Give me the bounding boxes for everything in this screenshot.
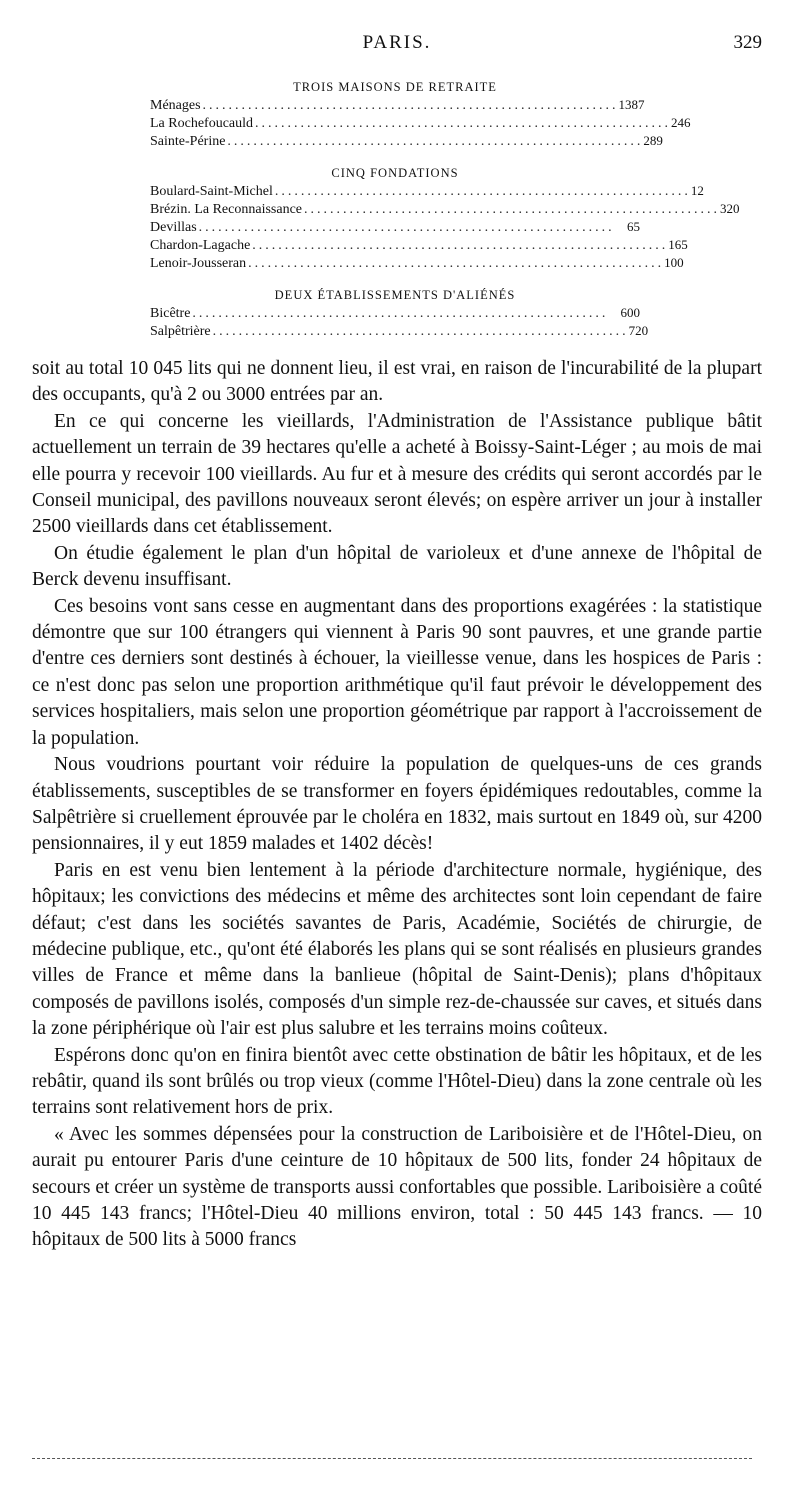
body-text xyxy=(32,356,762,1254)
row-label: La Rochefoucauld xyxy=(150,116,254,131)
table-row xyxy=(150,182,704,200)
paragraph: On étudie également le plan d'un hôpital de varioleux et d'une annexe de l'hôpital de Berck devenu insuffisant. xyxy=(32,542,762,591)
table-row xyxy=(150,114,691,132)
table-row xyxy=(150,132,663,150)
row-value: 289 xyxy=(643,133,663,148)
row-label: Salpêtrière xyxy=(150,324,211,339)
table-row xyxy=(150,254,684,272)
page-title: PARIS. xyxy=(362,32,432,53)
leader-dots: ................................................................ xyxy=(274,184,691,199)
table-row xyxy=(150,304,640,322)
table-row xyxy=(150,322,649,340)
row-value: 600 xyxy=(620,305,640,320)
row-value: 165 xyxy=(668,237,688,252)
row-label: Bicêtre xyxy=(150,306,191,321)
row-value: 12 xyxy=(690,183,704,198)
row-value: 100 xyxy=(664,255,684,270)
leader-dots: ................................................................ xyxy=(304,202,720,217)
row-value: 720 xyxy=(628,323,649,338)
leader-dots: ................................................................ xyxy=(255,116,672,131)
footer-rule xyxy=(32,1458,752,1459)
paragraph: Paris en est venu bien lentement à la période d'architecture normale, hygiénique, des hôpitaux; les convictions des médecins et même des architectes sont loin cependant de faire défaut; c'est dans les sociétés savantes de Paris, Académie, Sociétés de chirurgie, de médecine publique, etc., qu'ont été élaborés les plans qui se sont réalisés en plusieurs grandes villes de France et même dans la banlieue (hôpital de Saint-Denis); plans d'hôpitaux composés de pavillons isolés, composés d'un simple rez-de-chaussée sur caves, et situés dans la zone périphérique où l'air est plus salubre et les terrains moins coûteux. xyxy=(32,859,762,1040)
paragraph: soit au total 10 045 lits qui ne donnent lieu, il est vrai, en raison de l'incurabilité de la plupart des occupants, qu'à 2 ou 3000 entrées par an. xyxy=(32,358,762,406)
leader-dots: ................................................................ xyxy=(248,256,665,271)
leader-dots: ................................................................ xyxy=(212,324,629,339)
row-value: 1387 xyxy=(618,97,645,112)
running-head xyxy=(32,32,762,60)
leader-dots: ................................................................ xyxy=(202,98,619,113)
group-heading: CINQ FONDATIONS xyxy=(331,166,459,180)
paragraph: Nous voudrions pourtant voir réduire la population de quelques-uns de ces grands établissements, susceptibles de se transformer en foyers épidémiques redoutables, comme la Salpêtrière si cruellement éprouvée par le choléra en 1832, mais surtout en 1849 où, sur 4200 pensionnaires, il y eut 1859 malades et 1402 décès! xyxy=(32,754,762,855)
page-number: 329 xyxy=(733,32,762,53)
row-value: 320 xyxy=(720,201,740,216)
row-label: Ménages xyxy=(150,98,201,113)
row-label: Lenoir-Jousseran xyxy=(150,256,247,271)
group-heading: DEUX ÉTABLISSEMENTS D'ALIÉNÉS xyxy=(274,288,516,302)
row-value: 246 xyxy=(671,115,691,130)
table-row xyxy=(150,200,740,218)
leader-dots: ................................................................ xyxy=(227,134,644,149)
table-row xyxy=(150,218,640,236)
group-heading: TROIS MAISONS DE RETRAITE xyxy=(293,80,497,94)
row-label: Boulard-Saint-Michel xyxy=(150,184,273,199)
leader-dots: ................................................................ xyxy=(198,220,615,235)
paragraph: Ces besoins vont sans cesse en augmentant dans des proportions exagérées : la statistique démontre que sur 100 étrangers qui viennent à Paris 90 sont pauvres, et une grande partie d'entre ces derniers sont destinés à échouer, la vieillesse venue, dans les hospices de Paris : ce n'est donc pas selon une proportion arithmétique qu'il faut prévoir le développement des services hospitaliers, mais selon une proportion géométrique par rapport à l'accroissement de la population. xyxy=(32,595,762,749)
row-label: Chardon-Lagache xyxy=(150,238,251,253)
row-value: 65 xyxy=(627,219,640,234)
paragraph: Espérons donc qu'on en finira bientôt avec cette obstination de bâtir les hôpitaux, et de les rebâtir, quand ils sont brûlés ou trop vieux (comme l'Hôtel-Dieu) dans la zone centrale où les terrains sont relativement hors de prix. xyxy=(32,1044,762,1119)
table-row xyxy=(150,96,645,114)
row-label: Brézin. La Reconnaissance xyxy=(150,202,302,217)
bed-count-tables xyxy=(150,78,740,340)
table-row xyxy=(150,236,688,254)
leader-dots: ................................................................ xyxy=(192,306,609,321)
paragraph: En ce qui concerne les vieillards, l'Administration de l'Assistance publique bâtit actuellement un terrain de 39 hectares qu'elle a acheté à Boissy-Saint-Léger ; au mois de mai elle pourra y recevoir 100 vieillards. Au fur et à mesure des crédits qui seront accordés par le Conseil municipal, des pavillons nouveaux seront élevés; on espère arriver un jour à installer 2500 vieillards dans cet établissement. xyxy=(32,410,762,538)
paragraph: « Avec les sommes dépensées pour la construction de Lariboisière et de l'Hôtel-Dieu, on aurait pu entourer Paris d'une ceinture de 10 hôpitaux de 500 lits, fonder 24 hôpitaux de secours et créer un système de transports aussi confortables que possible. Lariboisière a coûté 10 445 143 francs; l'Hôtel-Dieu 40 millions environ, total : 50 445 143 francs. — 10 hôpitaux de 500 lits à 5000 francs xyxy=(32,1123,762,1251)
row-label: Sainte-Périne xyxy=(150,134,226,149)
row-label: Devillas xyxy=(150,220,197,235)
leader-dots: ................................................................ xyxy=(252,238,669,253)
